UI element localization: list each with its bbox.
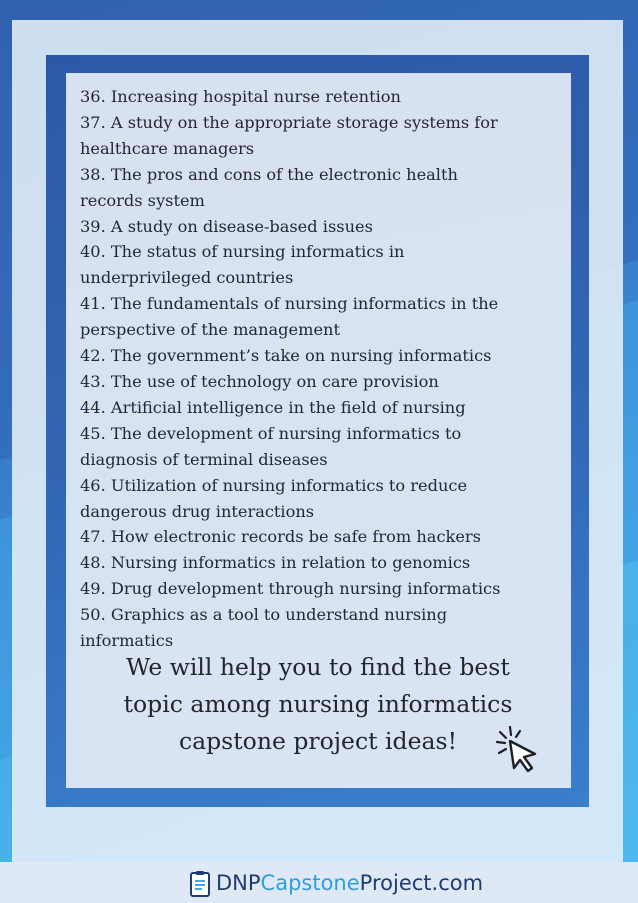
clipboard-icon — [190, 870, 210, 897]
topic-line: 45. The development of nursing informatics to — [80, 423, 462, 443]
topic-line: 36. Increasing hospital nurse retention — [80, 87, 401, 106]
cta-line: We will help you to find the best — [126, 653, 510, 681]
brand-part-capstone: Capstone — [260, 871, 360, 895]
topic-list — [80, 84, 570, 654]
cta-line: topic among nursing informatics — [123, 690, 513, 718]
topic-line: 38. The pros and cons of the electronic health — [80, 164, 458, 184]
topic-line: dangerous drug interactions — [80, 501, 315, 521]
topic-line: 39. A study on disease-based issues — [80, 216, 373, 236]
topic-line: 46. Utilization of nursing informatics to reduce — [80, 475, 468, 495]
topic-line: 41. The fundamentals of nursing informatics in the — [80, 294, 499, 314]
topic-line: 42. The government’s take on nursing informatics — [80, 346, 492, 366]
brand-text — [216, 871, 483, 895]
brand-part-project: Project.com — [359, 871, 484, 895]
topic-line: 37. A study on the appropriate storage systems for — [80, 112, 498, 132]
topic-line: 40. The status of nursing informatics in — [80, 242, 405, 262]
topic-line: 49. Drug development through nursing informatics — [80, 579, 501, 599]
topic-line: perspective of the management — [80, 320, 340, 340]
brand-part-dnp: DNP — [216, 871, 261, 895]
topic-line: underprivileged countries — [80, 268, 294, 288]
topic-line: 44. Artificial intelligence in the field of nursing — [80, 397, 466, 417]
cursor-click-icon — [492, 724, 542, 774]
topic-line: healthcare managers — [80, 138, 255, 158]
topic-line: 48. Nursing informatics in relation to genomics — [80, 553, 471, 573]
topic-line: informatics — [80, 631, 174, 651]
topic-line: diagnosis of terminal diseases — [80, 449, 328, 469]
topic-line: 43. The use of technology on care provision — [80, 371, 439, 391]
cta-line: capstone project ideas! — [178, 727, 458, 755]
topic-line: 47. How electronic records be safe from hackers — [80, 527, 481, 547]
brand-logo[interactable] — [190, 869, 483, 897]
topic-line: records system — [80, 190, 205, 210]
topic-line: 50. Graphics as a tool to understand nursing — [80, 605, 448, 625]
